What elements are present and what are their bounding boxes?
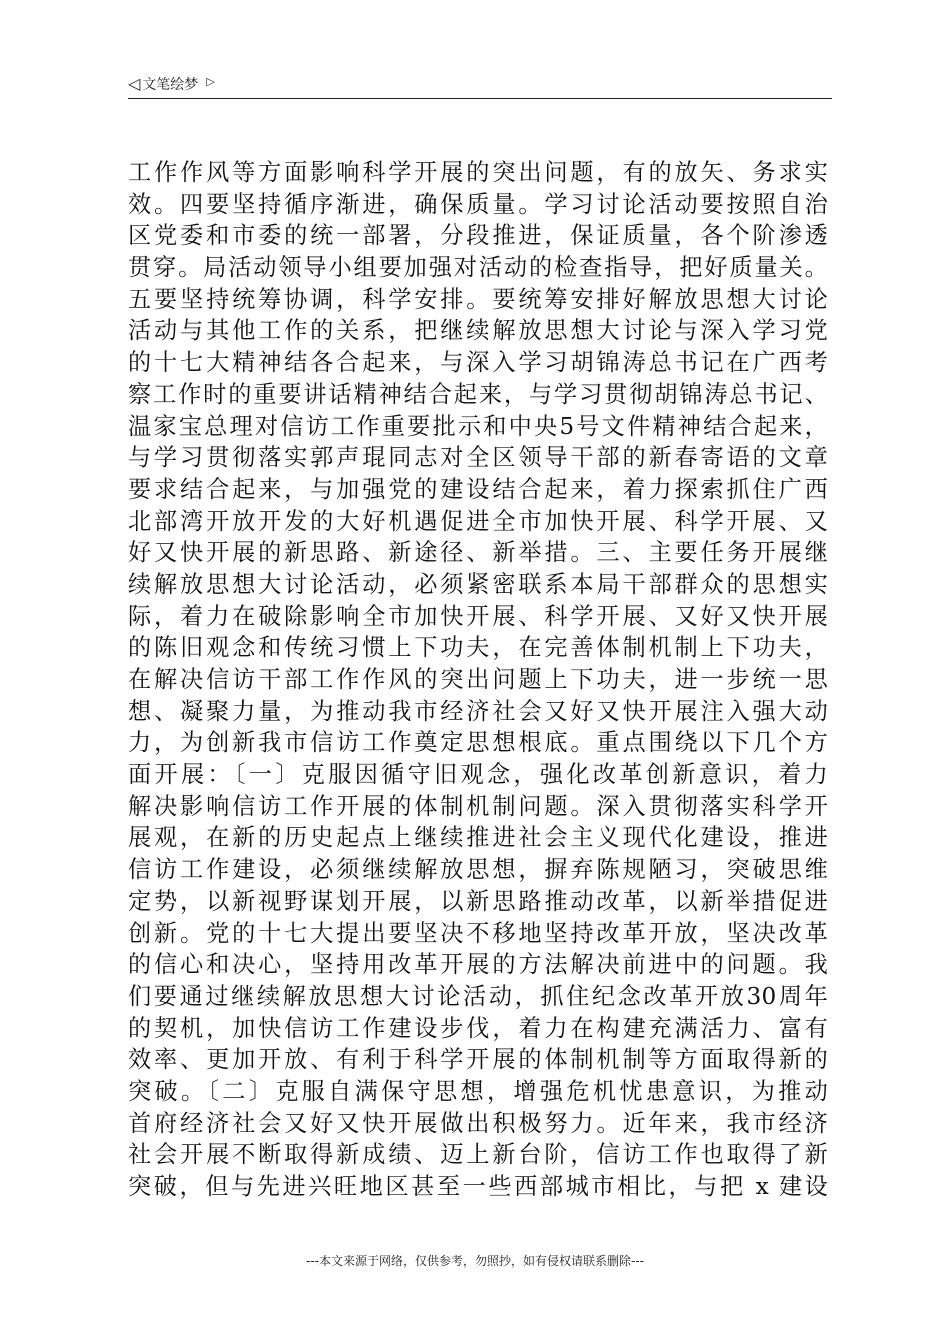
text-line: 工作作风等方面影响科学开展的突出问题，有的放矢、务求实: [128, 159, 828, 186]
text-line: 际，着力在破除影响全市加快开展、科学开展、又好又快开展: [128, 602, 828, 630]
text-line: 们要通过继续解放思想大讨论活动，抓住纪念改革开放30周年: [128, 982, 828, 1010]
text-line: 的契机，加快信访工作建设步伐，着力在构建充满活力、富有: [128, 1014, 828, 1042]
triangle-left-icon: ◁: [128, 74, 141, 93]
text-line: 创新。党的十七大提出要坚决不移地坚持改革开放，坚决改革: [128, 919, 828, 947]
text-line: 展观，在新的历史起点上继续推进社会主义现代化建设，推进: [128, 824, 828, 852]
text-line: 的十七大精神结各合起来，与深入学习胡锦涛总书记在广西考: [128, 349, 828, 377]
text-line: 社会开展不断取得新成绩、迈上新台阶，信访工作也取得了新: [128, 1141, 828, 1169]
text-line: 察工作时的重要讲话精神结合起来，与学习贯彻胡锦涛总书记、: [128, 380, 828, 408]
text-line: 要求结合起来，与加强党的建设结合起来，着力探索抓住广西: [128, 475, 828, 503]
text-line: 温家宝总理对信访工作重要批示和中央5号文件精神结合起来，: [128, 412, 828, 440]
text-line: 解决影响信访工作开展的体制机制问题。深入贯彻落实科学开: [128, 792, 828, 820]
text-line: 信访工作建设，必须继续解放思想，摒弃陈规陋习，突破思维: [128, 856, 828, 884]
text-line: 力，为创新我市信访工作奠定思想根底。重点围绕以下几个方: [128, 729, 828, 757]
text-line: 突破，但与先进兴旺地区甚至一些西部城市相比，与把 x 建设: [128, 1173, 828, 1200]
page-header: [128, 76, 832, 99]
text-line: 面开展：〔一〕克服因循守旧观念，强化改革创新意识，着力: [128, 761, 828, 789]
text-line: 首府经济社会又好又快开展做出积极努力。近年来，我市经济: [128, 1109, 828, 1137]
text-line: 贯穿。局活动领导小组要加强对活动的检查指导，把好质量关。: [128, 254, 828, 282]
header-brand: [128, 76, 215, 94]
text-line: 效率、更加开放、有利于科学开展的体制机制等方面取得新的: [128, 1046, 828, 1074]
text-line: 定势，以新视野谋划开展，以新思路推动改革，以新举措促进: [128, 887, 828, 915]
body-text: [128, 157, 828, 1203]
header-title: 文笔绘梦: [142, 77, 199, 93]
text-line: 效。四要坚持循序渐进，确保质量。学习讨论活动要按照自治: [128, 190, 828, 218]
triangle-right-icon: ▷: [206, 75, 215, 88]
text-line: 突破。〔二〕克服自满保守思想，增强危机忧患意识，为推动: [128, 1077, 828, 1105]
text-line: 与学习贯彻落实郭声琨同志对全区领导干部的新春寄语的文章: [128, 444, 828, 472]
text-line: 区党委和市委的统一部署，分段推进，保证质量，各个阶渗透: [128, 222, 828, 250]
page-footer-disclaimer: ---本文来源于网络，仅供参考，勿照抄，如有侵权请联系删除---: [306, 1254, 644, 1268]
text-line: 的陈旧观念和传统习惯上下功夫，在完善体制机制上下功夫，: [128, 634, 828, 662]
text-line: 五要坚持统筹协调，科学安排。要统筹安排好解放思想大讨论: [128, 285, 828, 313]
text-line: 在解决信访干部工作作风的突出问题上下功夫，进一步统一思: [128, 666, 828, 693]
text-line: 好又快开展的新思路、新途径、新举措。三、主要任务开展继: [128, 539, 828, 567]
text-line: 续解放思想大讨论活动，必须紧密联系本局干部群众的思想实: [128, 570, 828, 598]
text-line: 活动与其他工作的关系，把继续解放思想大讨论与深入学习党: [128, 317, 828, 345]
text-line: 的信心和决心，坚持用改革开展的方法解决前进中的问题。我: [128, 951, 828, 979]
text-line: 北部湾开放开发的大好机遇促进全市加快开展、科学开展、又: [128, 507, 828, 535]
text-line: 想、凝聚力量，为推动我市经济社会又好又快开展注入强大动: [128, 697, 828, 725]
